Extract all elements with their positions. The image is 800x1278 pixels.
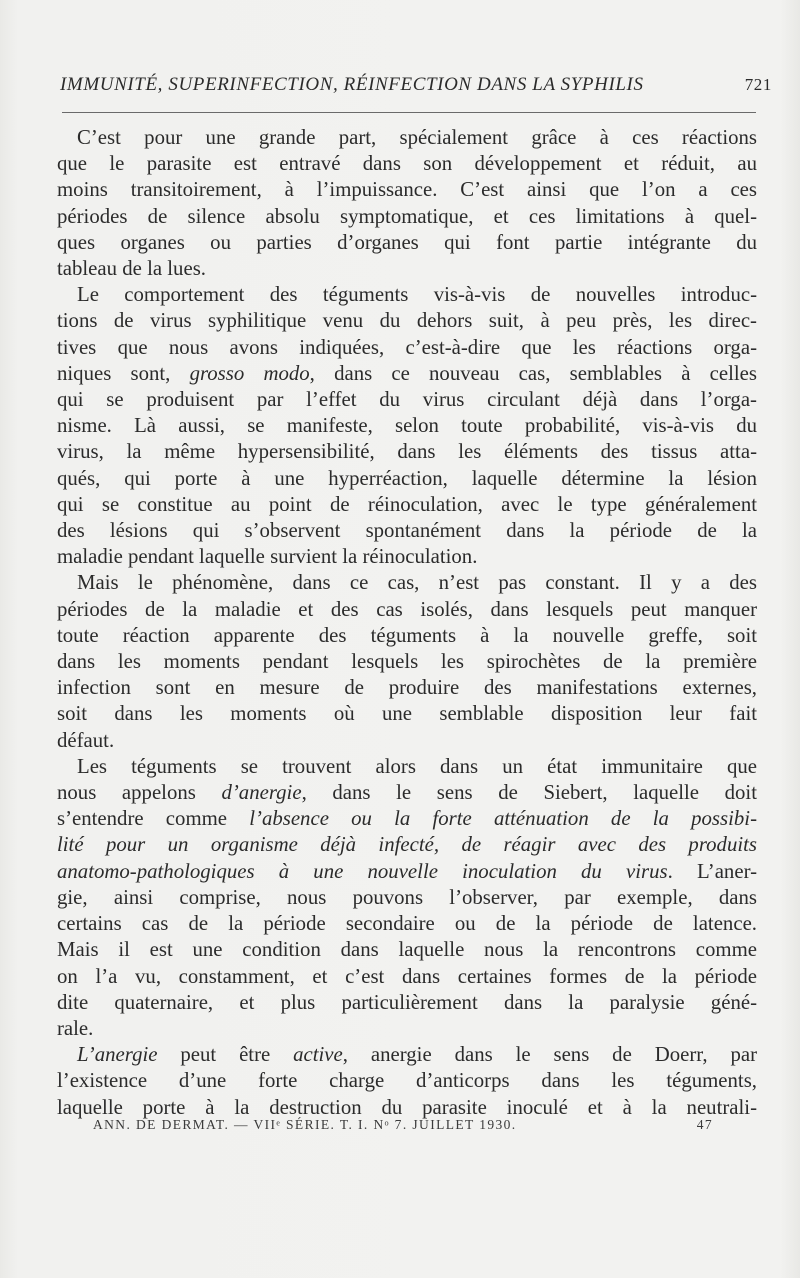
text-line: infection sont en mesure de produire des manifestations externes,	[57, 676, 757, 700]
text-line: rale.	[57, 1016, 94, 1040]
text-line: laquelle porte à la destruction du parasite inoculé et à la neutrali-	[57, 1095, 757, 1119]
text-line: toute réaction apparente des téguments à la nouvelle greffe, soit	[57, 623, 757, 647]
text-line: ques organes ou parties d’organes qui font partie intégrante du	[57, 230, 757, 254]
text-line: moins transitoirement, à l’impuissance. C’est ainsi que l’on a ces	[57, 178, 757, 202]
text-line: anatomo-pathologiques à une nouvelle inoculation du virus. L’aner-	[57, 859, 757, 883]
running-title: IMMUNITÉ, SUPERINFECTION, RÉINFECTION DANS LA SYPHILIS	[60, 74, 644, 95]
text-line: L’anergie peut être active, anergie dans le sens de Doerr, par	[77, 1043, 757, 1067]
text-line: périodes de la maladie et des cas isolés, dans lesquels peut manquer	[57, 597, 757, 621]
text-line: C’est pour une grande part, spécialement grâce à ces réactions	[77, 126, 757, 149]
footer-citation: ANN. DE DERMAT. — VIIᵉ SÉRIE. T. I. Nᵒ 7. JUILLET 1930.	[93, 1117, 517, 1132]
text-line: nous appelons d’anergie, dans le sens de Siebert, laquelle doit	[57, 781, 757, 805]
text-line: nisme. Là aussi, se manifeste, selon toute probabilité, vis-à-vis du	[57, 414, 757, 438]
body-text	[57, 125, 757, 1121]
text-line: périodes de silence absolu symptomatique, et ces limitations à quel-	[57, 204, 757, 228]
text-line: qui se produisent par l’effet du virus circulant déjà dans l’orga-	[57, 388, 757, 412]
text-line: que le parasite est entravé dans son développement et réduit, au	[57, 152, 757, 176]
text-line: Le comportement des téguments vis-à-vis de nouvelles introduc-	[77, 283, 757, 307]
text-line: soit dans les moments où une semblable disposition leur fait	[57, 702, 757, 726]
text-line: Mais il est une condition dans laquelle nous la rencontrons comme	[57, 938, 757, 962]
text-line: virus, la même hypersensibilité, dans les éléments des tissus atta-	[57, 440, 757, 464]
signature-mark: 47	[696, 1117, 713, 1132]
running-header	[60, 74, 772, 96]
text-line: tives que nous avons indiquées, c’est-à-dire que les réactions orga-	[57, 335, 757, 359]
text-line: qui se constitue au point de réinoculation, avec le type généralement	[57, 492, 757, 516]
text-line: tableau de la lues.	[57, 257, 206, 281]
text-line: l’existence d’une forte charge d’anticorps dans les téguments,	[57, 1069, 757, 1093]
text-line: défaut.	[57, 728, 115, 752]
header-rule	[62, 112, 756, 113]
text-line: s’entendre comme l’absence ou la forte atténuation de la possibi-	[57, 807, 757, 831]
text-line: tions de virus syphilitique venu du dehors suit, à peu près, les direc-	[57, 309, 757, 333]
text-line: Les téguments se trouvent alors dans un état immunitaire que	[77, 754, 757, 778]
page-number: 721	[744, 75, 772, 94]
text-line: Mais le phénomène, dans ce cas, n’est pas constant. Il y a des	[77, 571, 757, 595]
footer	[93, 1117, 713, 1133]
text-line: gie, ainsi comprise, nous pouvons l’observer, par exemple, dans	[57, 885, 757, 909]
text-line: maladie pendant laquelle survient la réinoculation.	[57, 545, 478, 569]
text-line: niques sont, grosso modo, dans ce nouveau cas, semblables à celles	[57, 361, 757, 385]
text-line: des lésions qui s’observent spontanément dans la période de la	[57, 519, 757, 543]
text-line: on l’a vu, constamment, et c’est dans certaines formes de la période	[57, 964, 757, 988]
text-line: lité pour un organisme déjà infecté, de réagir avec des produits	[57, 833, 757, 857]
text-line: certains cas de la période secondaire ou de la période de latence.	[57, 912, 757, 936]
text-line: dans les moments pendant lesquels les spirochètes de la première	[57, 650, 757, 674]
text-line: qués, qui porte à une hyperréaction, laquelle détermine la lésion	[57, 466, 757, 490]
text-line: dite quaternaire, et plus particulièrement dans la paralysie géné-	[57, 990, 757, 1014]
